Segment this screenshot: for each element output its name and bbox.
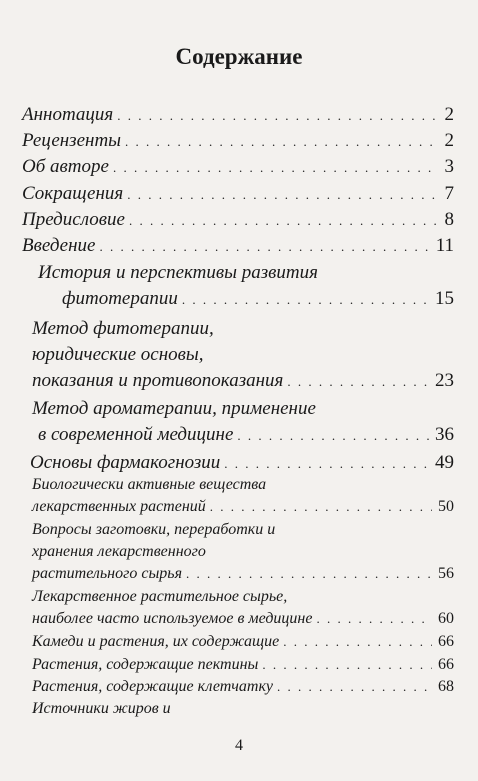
- toc-leader-dots: [283, 634, 432, 650]
- toc-leader-dots: [117, 108, 438, 124]
- toc-leader-dots: [182, 292, 429, 308]
- toc-entry: [30, 452, 454, 474]
- toc-entry-title: наиболее часто используемое в медицине: [32, 610, 313, 627]
- toc-subentry: [32, 610, 454, 628]
- toc-subentry: [32, 678, 454, 696]
- toc-entry: [22, 235, 454, 257]
- toc-entry-title: хранения лекарственного: [32, 543, 206, 560]
- toc-entry-title: Метод фитотерапии,: [32, 318, 214, 339]
- page-title: Содержание: [175, 44, 303, 69]
- page-number: 4: [235, 737, 243, 754]
- toc-leader-dots: [287, 374, 429, 390]
- toc-entry: [22, 104, 454, 126]
- toc-subentry: [32, 476, 454, 494]
- toc-leader-dots: [316, 611, 432, 627]
- toc-entry-page: 15: [435, 288, 454, 309]
- toc-entry-title: Биологически активные вещества: [32, 476, 267, 493]
- toc-leader-dots: [125, 134, 438, 150]
- toc-leader-dots: [129, 213, 439, 229]
- toc-subentry: [32, 565, 454, 583]
- toc-entry-title: Растения, содержащие клетчатку: [32, 678, 274, 695]
- toc-entry-page: 2: [444, 104, 454, 125]
- toc-entry-title: Вопросы заготовки, переработки и: [32, 521, 276, 538]
- toc-entry-title: История и перспективы развития: [38, 262, 318, 283]
- toc-entry: [32, 318, 454, 340]
- toc-leader-dots: [127, 187, 438, 203]
- toc-subentry: [32, 700, 454, 718]
- toc-entry: [32, 344, 454, 366]
- toc-entry-title: Источники жиров и: [32, 700, 171, 717]
- toc-entry-page: 7: [444, 183, 454, 204]
- toc-entry-page: 3: [444, 156, 454, 177]
- toc-entry-page: 11: [435, 235, 454, 256]
- toc-entry-title: фитотерапии: [62, 288, 178, 309]
- toc-entry-title: Об авторе: [22, 156, 109, 177]
- toc-subentry: [32, 633, 454, 651]
- toc-entry-title: Основы фармакогнозии: [30, 452, 221, 473]
- toc-leader-dots: [113, 160, 439, 176]
- toc-entry-title: юридические основы,: [32, 344, 204, 365]
- toc-entry-title: в современной медицине: [38, 424, 234, 445]
- toc-entry-title: Предисловие: [22, 209, 125, 230]
- toc-entry-title: растительного сырья: [32, 565, 183, 582]
- toc-leader-dots: [99, 239, 429, 255]
- toc-entry-page: 36: [435, 424, 454, 445]
- toc-leader-dots: [210, 499, 432, 515]
- toc-subentry: [32, 521, 454, 539]
- toc-entry: [38, 424, 454, 446]
- toc-subentry: [32, 656, 454, 674]
- toc-entry-page: 66: [438, 633, 454, 650]
- toc-entry: [22, 209, 454, 231]
- toc-entry-title: Введение: [22, 235, 96, 256]
- toc-subentry: [32, 588, 454, 606]
- toc-entry-title: лекарственных растений: [32, 498, 206, 515]
- toc-entry-title: Растения, содержащие пектины: [32, 656, 259, 673]
- toc-leader-dots: [237, 428, 429, 444]
- toc-entry-page: 50: [438, 498, 454, 515]
- toc-leader-dots: [262, 657, 432, 673]
- toc-entry-title: Камеди и растения, их содержащие: [32, 633, 280, 650]
- toc-entry-page: 68: [438, 678, 454, 695]
- toc-entry: [32, 370, 454, 392]
- toc-entry-page: 23: [435, 370, 454, 391]
- toc-subentry: [32, 498, 454, 516]
- toc-entry-title: Сокращения: [22, 183, 124, 204]
- toc-entry: [38, 262, 454, 284]
- toc-entry-page: 8: [444, 209, 454, 230]
- toc-entry-page: 66: [438, 656, 454, 673]
- toc-entry: [22, 183, 454, 205]
- toc-entry-page: 2: [444, 130, 454, 151]
- toc-entry-title: Метод ароматерапии, применение: [32, 398, 316, 419]
- toc-entry-page: 49: [435, 452, 454, 473]
- toc-subentry: [32, 543, 454, 561]
- toc-leader-dots: [277, 679, 432, 695]
- toc-entry-page: 56: [438, 565, 454, 582]
- toc-entry: [22, 156, 454, 178]
- toc-entry-title: показания и противопоказания: [32, 370, 284, 391]
- toc-entry-title: Лекарственное растительное сырье,: [32, 588, 288, 605]
- toc-entry: [22, 130, 454, 152]
- toc-leader-dots: [224, 456, 429, 472]
- toc-entry-title: Аннотация: [22, 104, 114, 125]
- toc-entry: [62, 288, 454, 310]
- toc-entry-title: Рецензенты: [22, 130, 122, 151]
- toc-entry: [32, 398, 454, 420]
- toc-leader-dots: [186, 566, 432, 582]
- toc-entry-page: 60: [438, 610, 454, 627]
